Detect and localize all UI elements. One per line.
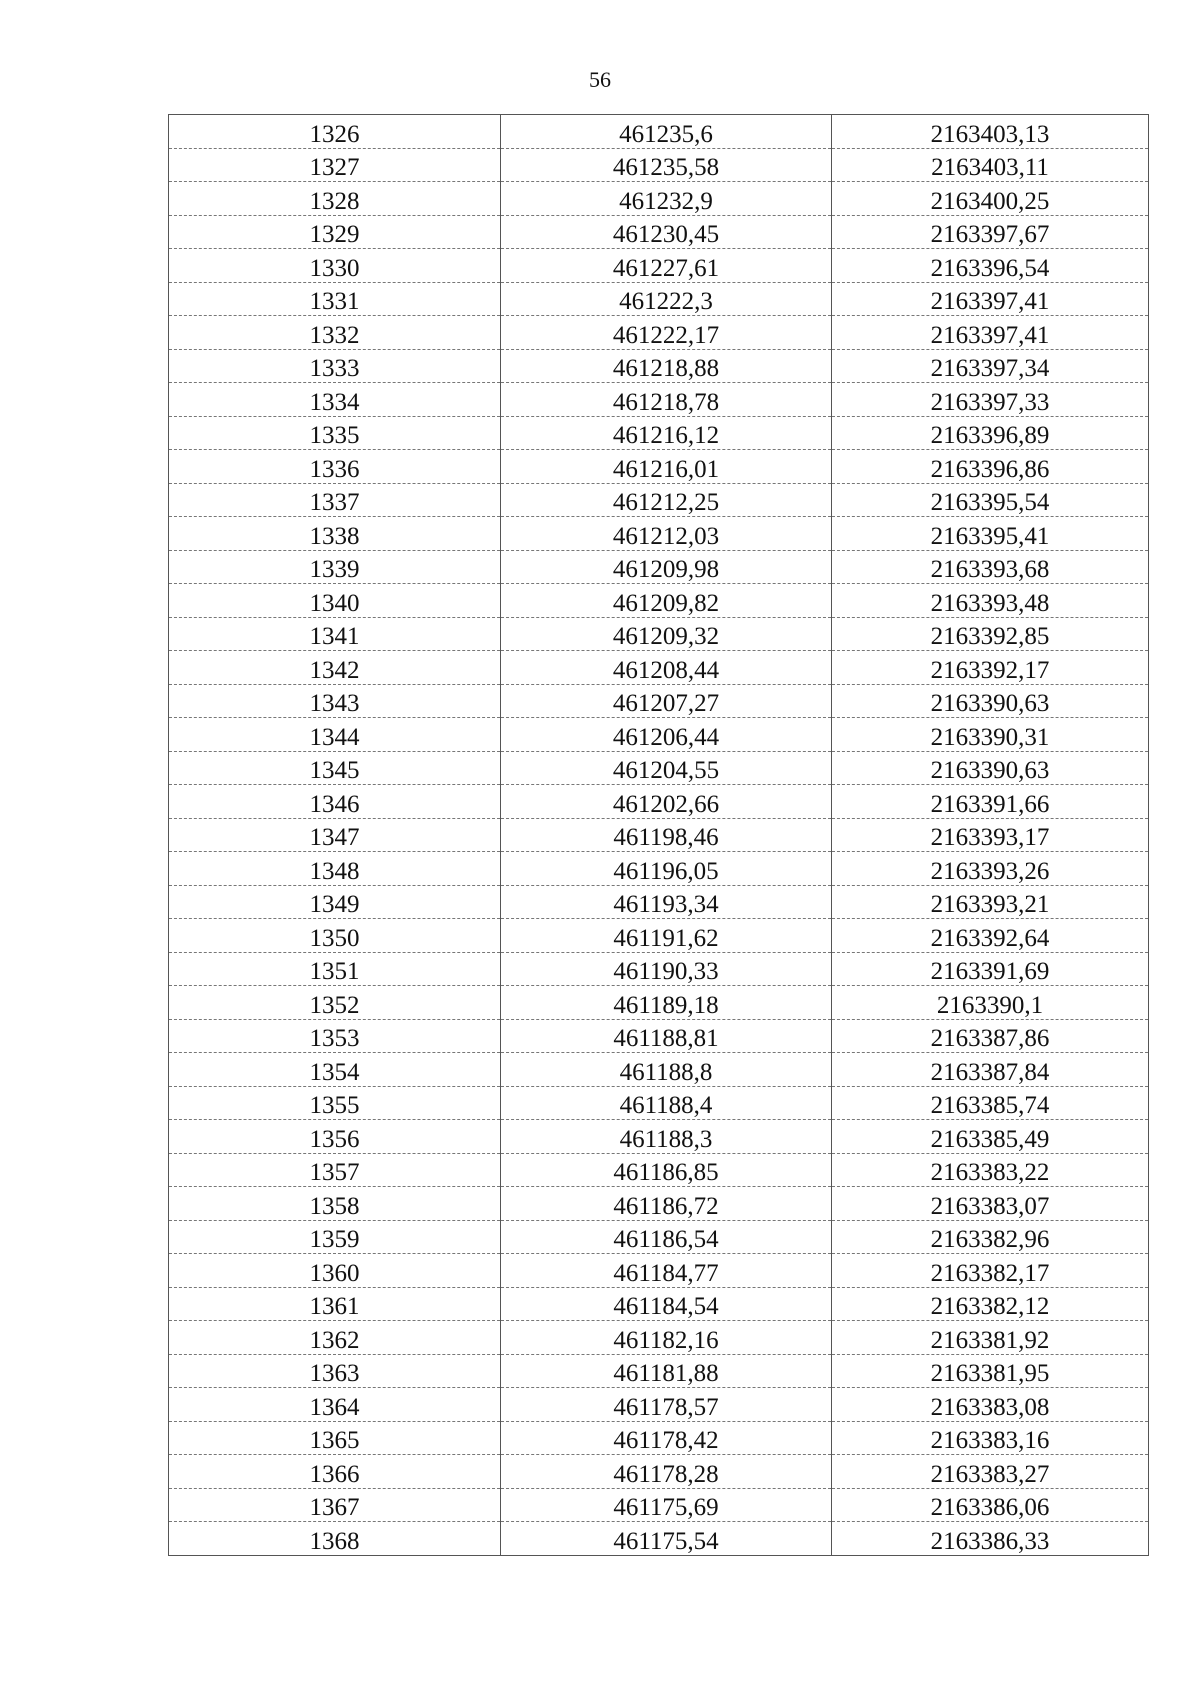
table-row — [169, 416, 1149, 450]
point-number-cell: 1329 — [169, 215, 501, 249]
x-coordinate-cell: 461186,85 — [501, 1153, 832, 1187]
y-coordinate-cell: 2163386,06 — [832, 1488, 1149, 1522]
x-coordinate-cell: 461188,3 — [501, 1120, 832, 1154]
y-coordinate-cell: 2163395,54 — [832, 483, 1149, 517]
table-row — [169, 249, 1149, 283]
x-coordinate-cell: 461175,69 — [501, 1488, 832, 1522]
table-row — [169, 617, 1149, 651]
y-coordinate-cell: 2163393,26 — [832, 852, 1149, 886]
y-coordinate-cell: 2163390,1 — [832, 986, 1149, 1020]
point-number-cell: 1362 — [169, 1321, 501, 1355]
y-coordinate-cell: 2163393,21 — [832, 885, 1149, 919]
x-coordinate-cell: 461175,54 — [501, 1522, 832, 1556]
table-row — [169, 550, 1149, 584]
x-coordinate-cell: 461178,57 — [501, 1388, 832, 1422]
point-number-cell: 1361 — [169, 1287, 501, 1321]
x-coordinate-cell: 461186,72 — [501, 1187, 832, 1221]
x-coordinate-cell: 461216,01 — [501, 450, 832, 484]
x-coordinate-cell: 461198,46 — [501, 818, 832, 852]
point-number-cell: 1327 — [169, 148, 501, 182]
table-row — [169, 450, 1149, 484]
y-coordinate-cell: 2163381,92 — [832, 1321, 1149, 1355]
table-row — [169, 684, 1149, 718]
table-row — [169, 818, 1149, 852]
point-number-cell: 1342 — [169, 651, 501, 685]
point-number-cell: 1346 — [169, 785, 501, 819]
table-row — [169, 316, 1149, 350]
x-coordinate-cell: 461230,45 — [501, 215, 832, 249]
x-coordinate-cell: 461178,42 — [501, 1421, 832, 1455]
coordinates-table — [168, 114, 1149, 1556]
y-coordinate-cell: 2163382,12 — [832, 1287, 1149, 1321]
point-number-cell: 1332 — [169, 316, 501, 350]
y-coordinate-cell: 2163382,96 — [832, 1220, 1149, 1254]
table-row — [169, 1388, 1149, 1422]
y-coordinate-cell: 2163383,22 — [832, 1153, 1149, 1187]
y-coordinate-cell: 2163392,64 — [832, 919, 1149, 953]
table-row — [169, 1287, 1149, 1321]
y-coordinate-cell: 2163393,48 — [832, 584, 1149, 618]
y-coordinate-cell: 2163396,86 — [832, 450, 1149, 484]
x-coordinate-cell: 461188,4 — [501, 1086, 832, 1120]
y-coordinate-cell: 2163397,41 — [832, 316, 1149, 350]
point-number-cell: 1331 — [169, 282, 501, 316]
y-coordinate-cell: 2163390,31 — [832, 718, 1149, 752]
table-row — [169, 215, 1149, 249]
point-number-cell: 1352 — [169, 986, 501, 1020]
point-number-cell: 1360 — [169, 1254, 501, 1288]
y-coordinate-cell: 2163396,54 — [832, 249, 1149, 283]
table-row — [169, 651, 1149, 685]
point-number-cell: 1349 — [169, 885, 501, 919]
point-number-cell: 1335 — [169, 416, 501, 450]
table-row — [169, 751, 1149, 785]
y-coordinate-cell: 2163397,67 — [832, 215, 1149, 249]
table-row — [169, 1019, 1149, 1053]
y-coordinate-cell: 2163395,41 — [832, 517, 1149, 551]
x-coordinate-cell: 461190,33 — [501, 952, 832, 986]
y-coordinate-cell: 2163382,17 — [832, 1254, 1149, 1288]
y-coordinate-cell: 2163386,33 — [832, 1522, 1149, 1556]
point-number-cell: 1337 — [169, 483, 501, 517]
point-number-cell: 1355 — [169, 1086, 501, 1120]
point-number-cell: 1326 — [169, 115, 501, 149]
table-row — [169, 1220, 1149, 1254]
x-coordinate-cell: 461232,9 — [501, 182, 832, 216]
table-row — [169, 1254, 1149, 1288]
x-coordinate-cell: 461196,05 — [501, 852, 832, 886]
point-number-cell: 1354 — [169, 1053, 501, 1087]
table-row — [169, 919, 1149, 953]
x-coordinate-cell: 461209,82 — [501, 584, 832, 618]
x-coordinate-cell: 461208,44 — [501, 651, 832, 685]
x-coordinate-cell: 461216,12 — [501, 416, 832, 450]
y-coordinate-cell: 2163396,89 — [832, 416, 1149, 450]
x-coordinate-cell: 461178,28 — [501, 1455, 832, 1489]
y-coordinate-cell: 2163392,85 — [832, 617, 1149, 651]
x-coordinate-cell: 461184,77 — [501, 1254, 832, 1288]
x-coordinate-cell: 461202,66 — [501, 785, 832, 819]
x-coordinate-cell: 461235,6 — [501, 115, 832, 149]
table-row — [169, 1053, 1149, 1087]
point-number-cell: 1364 — [169, 1388, 501, 1422]
table-row — [169, 1120, 1149, 1154]
point-number-cell: 1363 — [169, 1354, 501, 1388]
table-row — [169, 1354, 1149, 1388]
y-coordinate-cell: 2163390,63 — [832, 751, 1149, 785]
point-number-cell: 1340 — [169, 584, 501, 618]
point-number-cell: 1353 — [169, 1019, 501, 1053]
table-row — [169, 852, 1149, 886]
table-row — [169, 718, 1149, 752]
y-coordinate-cell: 2163385,74 — [832, 1086, 1149, 1120]
table-row — [169, 986, 1149, 1020]
table-row — [169, 952, 1149, 986]
y-coordinate-cell: 2163383,16 — [832, 1421, 1149, 1455]
y-coordinate-cell: 2163403,11 — [832, 148, 1149, 182]
point-number-cell: 1334 — [169, 383, 501, 417]
point-number-cell: 1344 — [169, 718, 501, 752]
table-row — [169, 1153, 1149, 1187]
point-number-cell: 1366 — [169, 1455, 501, 1489]
y-coordinate-cell: 2163403,13 — [832, 115, 1149, 149]
point-number-cell: 1368 — [169, 1522, 501, 1556]
x-coordinate-cell: 461218,88 — [501, 349, 832, 383]
x-coordinate-cell: 461181,88 — [501, 1354, 832, 1388]
y-coordinate-cell: 2163387,86 — [832, 1019, 1149, 1053]
page-number: 56 — [589, 67, 611, 92]
x-coordinate-cell: 461222,17 — [501, 316, 832, 350]
point-number-cell: 1328 — [169, 182, 501, 216]
x-coordinate-cell: 461222,3 — [501, 282, 832, 316]
x-coordinate-cell: 461235,58 — [501, 148, 832, 182]
x-coordinate-cell: 461209,98 — [501, 550, 832, 584]
x-coordinate-cell: 461212,03 — [501, 517, 832, 551]
y-coordinate-cell: 2163385,49 — [832, 1120, 1149, 1154]
table-row — [169, 282, 1149, 316]
x-coordinate-cell: 461207,27 — [501, 684, 832, 718]
table-row — [169, 148, 1149, 182]
y-coordinate-cell: 2163387,84 — [832, 1053, 1149, 1087]
point-number-cell: 1351 — [169, 952, 501, 986]
point-number-cell: 1345 — [169, 751, 501, 785]
y-coordinate-cell: 2163391,69 — [832, 952, 1149, 986]
y-coordinate-cell: 2163393,17 — [832, 818, 1149, 852]
x-coordinate-cell: 461209,32 — [501, 617, 832, 651]
y-coordinate-cell: 2163383,27 — [832, 1455, 1149, 1489]
table-row — [169, 785, 1149, 819]
table-row — [169, 1086, 1149, 1120]
point-number-cell: 1365 — [169, 1421, 501, 1455]
table-row — [169, 115, 1149, 149]
table-row — [169, 584, 1149, 618]
y-coordinate-cell: 2163392,17 — [832, 651, 1149, 685]
table-row — [169, 1321, 1149, 1355]
table-row — [169, 1522, 1149, 1556]
x-coordinate-cell: 461193,34 — [501, 885, 832, 919]
coordinates-table-body — [169, 115, 1149, 1556]
point-number-cell: 1367 — [169, 1488, 501, 1522]
point-number-cell: 1339 — [169, 550, 501, 584]
y-coordinate-cell: 2163391,66 — [832, 785, 1149, 819]
point-number-cell: 1359 — [169, 1220, 501, 1254]
table-row — [169, 349, 1149, 383]
table-row — [169, 1421, 1149, 1455]
x-coordinate-cell: 461182,16 — [501, 1321, 832, 1355]
point-number-cell: 1356 — [169, 1120, 501, 1154]
x-coordinate-cell: 461188,8 — [501, 1053, 832, 1087]
point-number-cell: 1333 — [169, 349, 501, 383]
x-coordinate-cell: 461212,25 — [501, 483, 832, 517]
y-coordinate-cell: 2163393,68 — [832, 550, 1149, 584]
x-coordinate-cell: 461218,78 — [501, 383, 832, 417]
point-number-cell: 1347 — [169, 818, 501, 852]
x-coordinate-cell: 461186,54 — [501, 1220, 832, 1254]
x-coordinate-cell: 461189,18 — [501, 986, 832, 1020]
table-row — [169, 1488, 1149, 1522]
table-row — [169, 517, 1149, 551]
y-coordinate-cell: 2163390,63 — [832, 684, 1149, 718]
table-row — [169, 383, 1149, 417]
x-coordinate-cell: 461206,44 — [501, 718, 832, 752]
x-coordinate-cell: 461188,81 — [501, 1019, 832, 1053]
point-number-cell: 1358 — [169, 1187, 501, 1221]
y-coordinate-cell: 2163400,25 — [832, 182, 1149, 216]
y-coordinate-cell: 2163397,41 — [832, 282, 1149, 316]
table-row — [169, 483, 1149, 517]
x-coordinate-cell: 461184,54 — [501, 1287, 832, 1321]
y-coordinate-cell: 2163397,33 — [832, 383, 1149, 417]
point-number-cell: 1336 — [169, 450, 501, 484]
table-row — [169, 182, 1149, 216]
point-number-cell: 1350 — [169, 919, 501, 953]
table-row — [169, 1187, 1149, 1221]
table-row — [169, 885, 1149, 919]
point-number-cell: 1348 — [169, 852, 501, 886]
y-coordinate-cell: 2163397,34 — [832, 349, 1149, 383]
point-number-cell: 1343 — [169, 684, 501, 718]
x-coordinate-cell: 461227,61 — [501, 249, 832, 283]
point-number-cell: 1330 — [169, 249, 501, 283]
point-number-cell: 1338 — [169, 517, 501, 551]
y-coordinate-cell: 2163383,08 — [832, 1388, 1149, 1422]
table-row — [169, 1455, 1149, 1489]
point-number-cell: 1341 — [169, 617, 501, 651]
y-coordinate-cell: 2163383,07 — [832, 1187, 1149, 1221]
point-number-cell: 1357 — [169, 1153, 501, 1187]
x-coordinate-cell: 461191,62 — [501, 919, 832, 953]
x-coordinate-cell: 461204,55 — [501, 751, 832, 785]
y-coordinate-cell: 2163381,95 — [832, 1354, 1149, 1388]
